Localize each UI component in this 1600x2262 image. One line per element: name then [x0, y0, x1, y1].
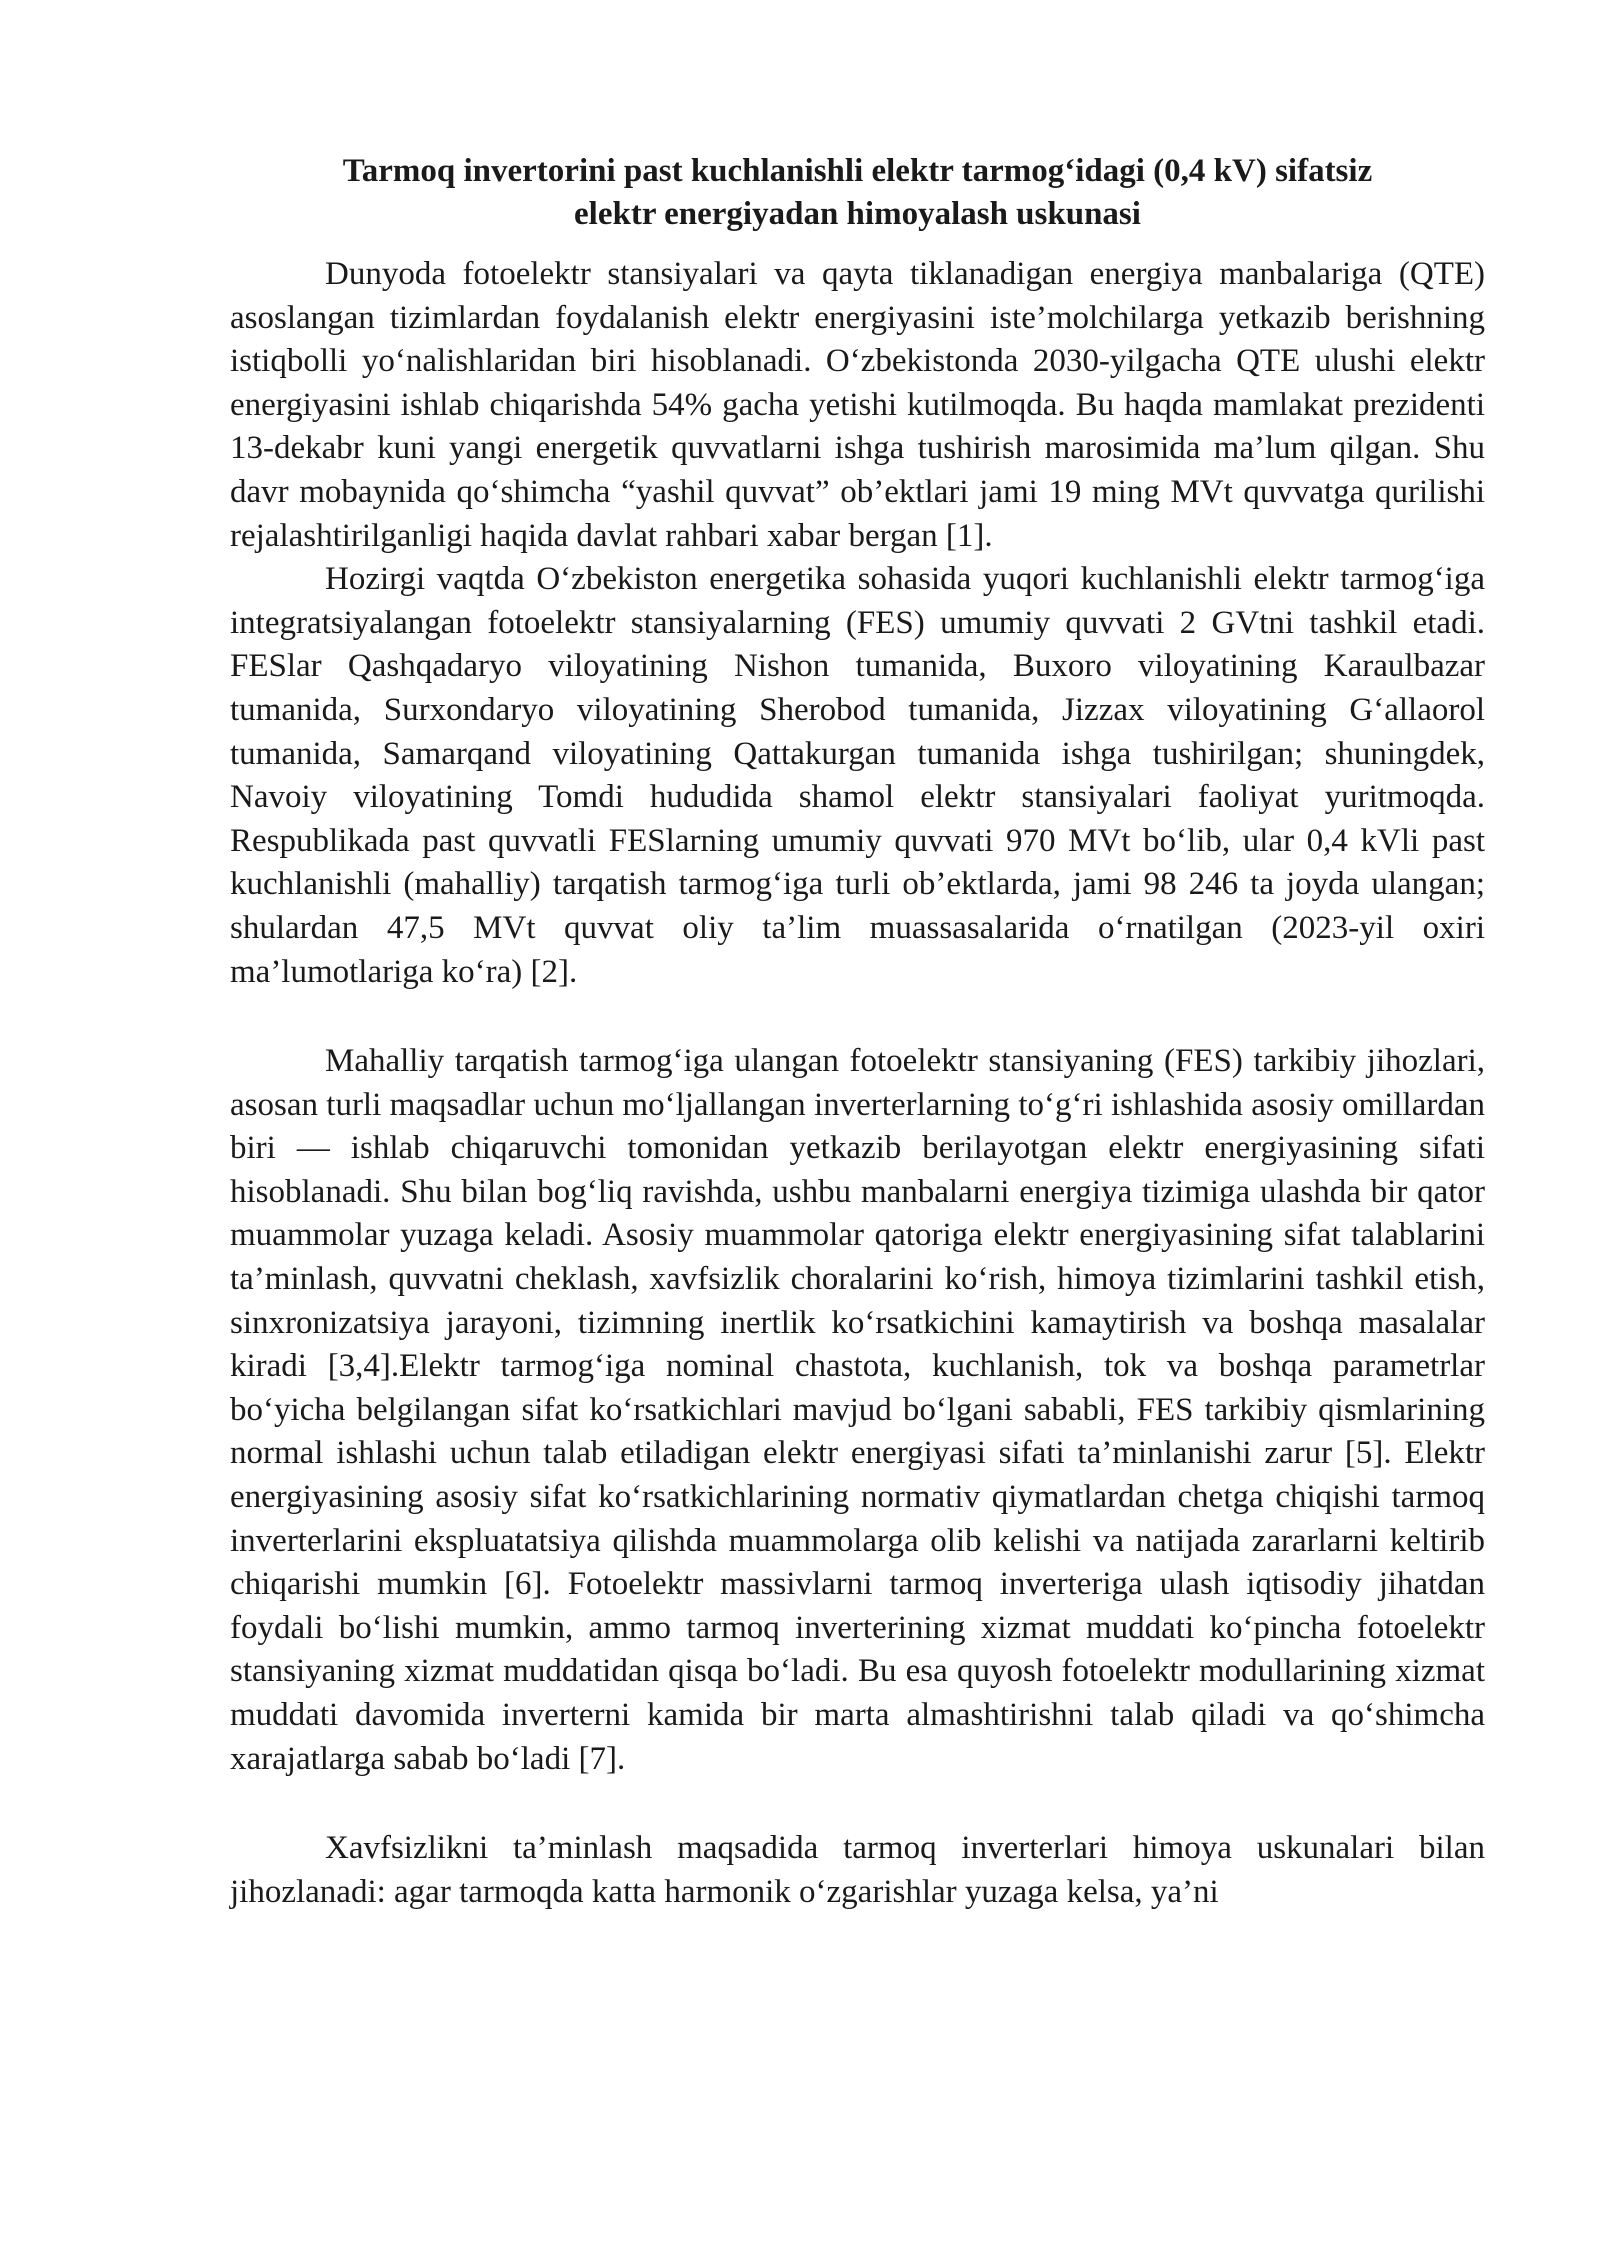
title-line-2: elektr energiyadan himoyalash uskunasi	[574, 196, 1141, 232]
document-body	[230, 150, 1485, 1914]
paragraph-2: Hozirgi vaqtda O‘zbekiston energetika sohasida yuqori kuchlanishli elektr tarmog‘iga integratsiyalangan fotoelektr stansiyalarning (FES) umumiy quvvati 2 GVtni tashkil etadi. FESlar Qashqadaryo viloyatining Nishon tumanida, Buxoro viloyatining Karaulbazar tumanida, Surxondaryo viloyatining Sherobod tumanida, Jizzax viloyatining G‘allaorol tumanida, Samarqand viloyatining Qattakurgan tumanida ishga tushirilgan; shuningdek, Navoiy viloyatining Tomdi hududida shamol elektr stansiyalari faoliyat yuritmoqda. Respublikada past quvvatli FESlarning umumiy quvvati 970 MVt bo‘lib, ular 0,4 kVli past kuchlanishli (mahalliy) tarqatish tarmog‘iga turli ob’ektlarda, jami 98 246 ta joyda ulangan; shulardan 47,5 MVt quvvat oliy ta’lim muassasalarida o‘rnatilgan (2023-yil oxiri ma’lumotlariga ko‘ra) [2].	[230, 561, 1485, 990]
paragraph-3: Mahalliy tarqatish tarmog‘iga ulangan fotoelektr stansiyaning (FES) tarkibiy jihozlari, asosan turli maqsadlar uchun mo‘ljallangan inverterlarning to‘g‘ri ishlashida asosiy omillardan biri — ishlab chiqaruvchi tomonidan yetkazib berilayotgan elektr energiyasining sifati hisoblanadi. Shu bilan bog‘liq ravishda, ushbu manbalarni energiya tizimiga ulashda bir qator muammolar yuzaga keladi. Asosiy muammolar qatoriga elektr energiyasining sifat talablarini ta’minlash, quvvatni cheklash, xavfsizlik choralarini ko‘rish, himoya tizimlarini tashkil etish, sinxronizatsiya jarayoni, tizimning inertlik ko‘rsatkichini kamaytirish va boshqa masalalar kiradi [3,4].Elektr tarmog‘iga nominal chastota, kuchlanish, tok va boshqa parametrlar bo‘yicha belgilangan sifat ko‘rsatkichlari mavjud bo‘lgani sababli, FES tarkibiy qismlarining normal ishlashi uchun talab etiladigan elektr energiyasi sifati ta’minlanishi zarur [5]. Elektr energiyasining asosiy sifat ko‘rsatkichlarining normativ qiymatlardan chetga chiqishi tarmoq inverterlarini ekspluatatsiya qilishda muammolarga olib kelishi va natijada zararlarni keltirib chiqarishi mumkin [6]. Fotoelektr massivlarni tarmoq inverteriga ulash iqtisodiy jihatdan foydali bo‘lishi mumkin, ammo tarmoq inverterining xizmat muddati ko‘pincha fotoelektr stansiyaning xizmat muddatidan qisqa bo‘ladi. Bu esa quyosh fotoelektr modullarining xizmat muddati davomida inverterni kamida bir marta almashtirishni talab qiladi va qo‘shimcha xarajatlarga sabab bo‘ladi [7].	[230, 1043, 1485, 1777]
paragraph-1: Dunyoda fotoelektr stansiyalari va qayta tiklanadigan energiya manbalariga (QTE) asoslangan tizimlardan foydalanish elektr energiyasini iste’molchilarga yetkazib berishning istiqbolli yo‘nalishlaridan biri hisoblanadi. O‘zbekistonda 2030-yilgacha QTE ulushi elektr energiyasini ishlab chiqarishda 54% gacha yetishi kutilmoqda. Bu haqda mamlakat prezidenti 13-dekabr kuni yangi energetik quvvatlarni ishga tushirish marosimida ma’lum qilgan. Shu davr mobaynida qo‘shimcha “yashil quvvat” ob’ektlari jami 19 ming MVt quvvatga qurilishi rejalashtirilganligi haqida davlat rahbari xabar bergan [1].	[230, 256, 1485, 554]
paragraph-4: Xavfsizlikni ta’minlash maqsadida tarmoq inverterlari himoya uskunalari bilan jihozlanadi: agar tarmoqda katta harmonik o‘zgarishlar yuzaga kelsa, ya’ni	[230, 1830, 1485, 1910]
title-line-1: Tarmoq invertorini past kuchlanishli elektr tarmog‘idagi (0,4 kV) sifatsiz	[342, 153, 1373, 189]
document-title	[230, 150, 1485, 236]
